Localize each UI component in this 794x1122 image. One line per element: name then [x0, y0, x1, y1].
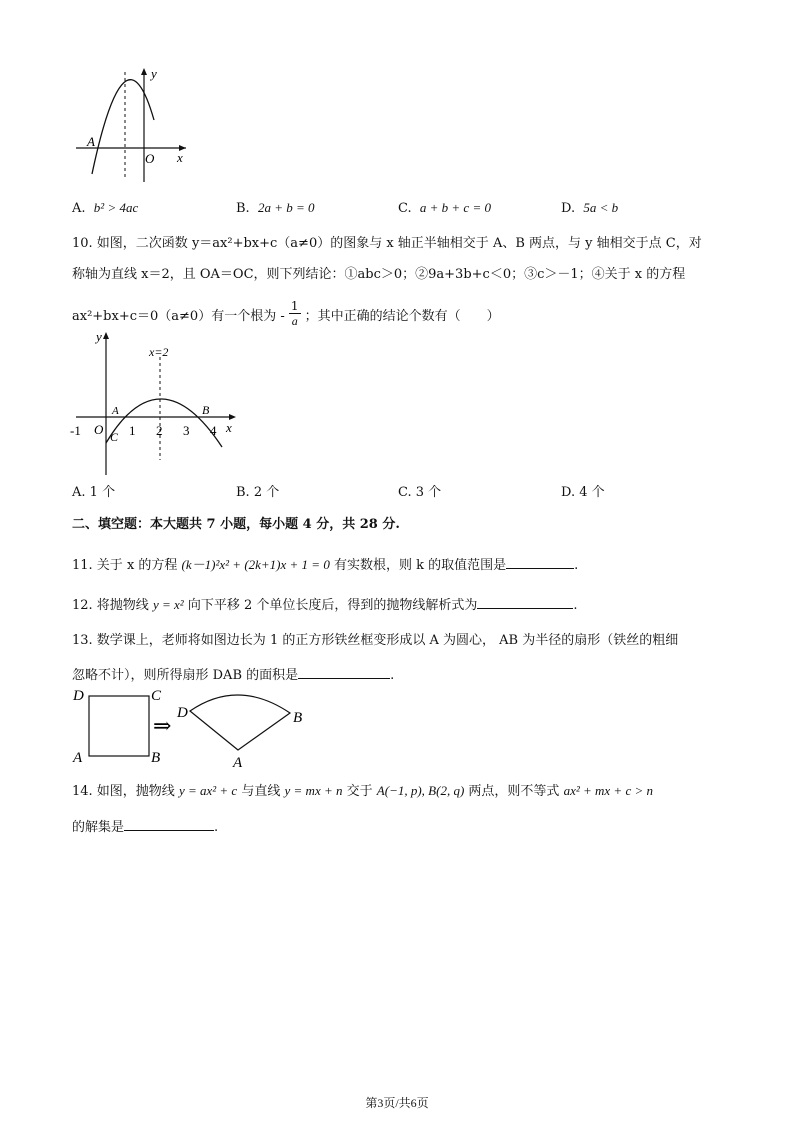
q11-suffix: 有实数根，则 k 的取值范围是: [333, 558, 507, 573]
q9-option-c: [398, 199, 491, 218]
q14-line-1: [72, 782, 653, 801]
q9-origin-label: O: [145, 151, 155, 166]
q10-line-3-prefix: ax²+bx+c＝0（a≠0）有一个根为 -: [72, 309, 285, 324]
q10-tick-origin: O: [94, 422, 104, 437]
q13-figure: [66, 682, 326, 772]
q10-tick-4: 4: [210, 423, 217, 438]
q11-equation: (k－1)²x² + (2k+1)x + 1 = 0: [181, 557, 330, 572]
q13-sector-b: B: [293, 710, 303, 726]
q10-option-a: [72, 484, 115, 502]
q13-sector-d: D: [177, 705, 188, 721]
q12-prefix: 12. 将抛物线: [72, 598, 149, 613]
q10-y-arrow-icon: [103, 332, 109, 339]
option-letter: A.: [72, 201, 86, 216]
q10-option-b: [236, 484, 279, 502]
q10-graph: [62, 325, 252, 480]
q14-mid-3: 两点，则不等式: [468, 784, 560, 799]
option-text: 4 个: [579, 485, 605, 500]
q14-answer-blank[interactable]: [124, 816, 214, 831]
q13-sector: [190, 695, 290, 750]
q13-square-b: B: [151, 750, 161, 766]
q13-square: [89, 696, 149, 756]
q9-y-label: y: [151, 66, 157, 81]
q14-parabola-eq: y = ax² + c: [178, 783, 238, 798]
q14-points: A(−1, p), B(2, q): [376, 783, 465, 798]
fraction-denominator: a: [291, 314, 298, 328]
q14-line-2-prefix: 的解集是: [72, 820, 125, 835]
q9-option-b: [236, 199, 315, 218]
option-letter: C.: [398, 201, 412, 216]
q9-y-arrow-icon: [141, 68, 147, 75]
option-letter: A.: [72, 485, 86, 500]
q10-fraction: [289, 299, 301, 328]
q13-sector-a: A: [233, 755, 243, 771]
q10-tick-1: 1: [129, 423, 136, 438]
q10-option-d: [561, 484, 605, 502]
q9-graph: [70, 62, 200, 187]
q11-end: .: [574, 558, 579, 573]
option-letter: D.: [561, 485, 576, 500]
q10-tick-2: 2: [156, 423, 163, 438]
q13-square-a: A: [73, 750, 83, 766]
q12: [72, 594, 578, 615]
q10-point-c-label: C: [110, 430, 119, 444]
q13-square-d: D: [73, 688, 84, 704]
q10-tick-3: 3: [183, 423, 190, 438]
q10-option-c: [398, 484, 441, 502]
q13-arrow-icon: ⇒: [153, 713, 172, 738]
q10-line-1: 10. 如图，二次函数 y＝ax²+bx+c（a≠0）的图象与 x 轴正半轴相交于 A、B 两点，与 y 轴相交于点 C，对: [72, 236, 702, 251]
option-text: 3 个: [415, 485, 442, 500]
q9-option-a: [72, 199, 138, 218]
q14-inequality: ax² + mx + c > n: [563, 783, 653, 798]
q13-answer-blank[interactable]: [298, 664, 390, 679]
q14-end: .: [214, 820, 219, 835]
option-letter: C.: [398, 485, 412, 500]
q10-line-2: 称轴为直线 x＝2，且 OA＝OC，则下列结论：①abc＞0；②9a+3b+c＜0；③c＞－1；④关于 x 的方程: [72, 267, 686, 282]
q11-prefix: 11. 关于 x 的方程: [72, 558, 178, 573]
q12-answer-blank[interactable]: [477, 594, 573, 609]
q14-line-2: [72, 816, 218, 837]
option-letter: B.: [236, 201, 250, 216]
q11: [72, 554, 578, 575]
q9-x-label: x: [177, 150, 183, 165]
q10-y-label: y: [96, 329, 102, 344]
q14-line-eq: y = mx + n: [284, 783, 343, 798]
q9-option-d: [561, 199, 618, 218]
q12-suffix: 向下平移 2 个单位长度后，得到的抛物线解析式为: [187, 598, 478, 613]
q14-mid-1: 与直线: [241, 784, 281, 799]
option-text: 2 个: [253, 485, 280, 500]
q10-point-b-label: B: [202, 403, 210, 417]
fraction-numerator: 1: [290, 299, 299, 313]
q13-line-1: 13. 数学课上，老师将如图边长为 1 的正方形铁丝框变形成以 A 为圆心， AB 为半径的扇形（铁丝的粗细: [72, 633, 679, 648]
q13-end: .: [390, 668, 395, 683]
q12-equation: y = x²: [152, 597, 184, 612]
q9-point-a-label: A: [87, 134, 95, 149]
q12-end: .: [573, 598, 578, 613]
q10-tick-neg1: -1: [70, 423, 81, 438]
option-expression: b² > 4ac: [93, 200, 139, 215]
q13-line-2-prefix: 忽略不计），则所得扇形 DAB 的面积是: [72, 668, 299, 683]
q10-line-3-suffix: ；其中正确的结论个数有（ ）: [304, 309, 500, 324]
page-number: 第3页/共6页: [365, 1096, 429, 1110]
option-letter: B.: [236, 485, 250, 500]
q11-answer-blank[interactable]: [506, 554, 574, 569]
option-expression: 5a < b: [583, 200, 619, 215]
q14-prefix: 14. 如图，抛物线: [72, 784, 175, 799]
option-expression: a + b + c = 0: [419, 200, 491, 215]
option-expression: 2a + b = 0: [257, 200, 315, 215]
q10-x-label: x: [226, 420, 232, 435]
q13-square-c: C: [151, 688, 162, 704]
q14-mid-2: 交于: [346, 784, 373, 799]
option-letter: D.: [561, 201, 576, 216]
q10-point-a-label: A: [112, 405, 119, 417]
option-text: 1 个: [89, 485, 116, 500]
q10-axis-label: x=2: [149, 345, 169, 359]
section-heading: 二、填空题：本大题共 7 小题，每小题 4 分，共 28 分.: [72, 517, 400, 532]
